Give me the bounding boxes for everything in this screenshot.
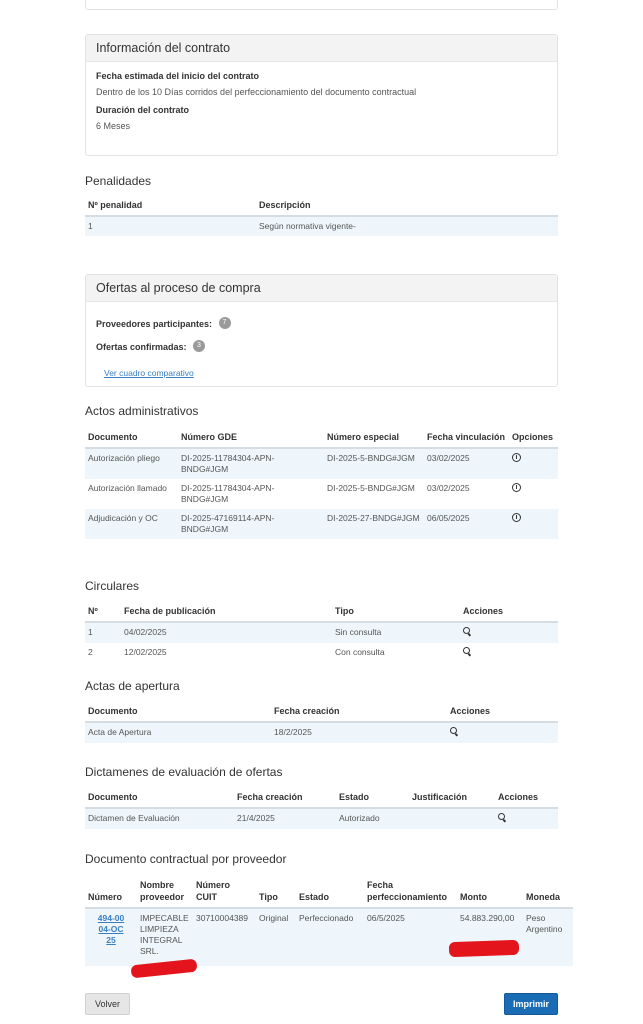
table-row xyxy=(85,722,558,743)
col-header: Descripción xyxy=(256,196,558,216)
col-header: Fecha creación xyxy=(234,788,336,808)
participants-row xyxy=(96,314,547,332)
cell: 54.883.290,00 xyxy=(457,908,523,966)
confirmed-label: Ofertas confirmadas: xyxy=(96,342,187,352)
actions-cell xyxy=(460,643,558,663)
col-header: Justificación xyxy=(409,788,495,808)
confirmed-row xyxy=(96,337,547,355)
actions-cell xyxy=(460,622,558,643)
cell: Peso Argentino xyxy=(523,908,573,966)
cell: DI-2025-27-BNDG#JGM xyxy=(324,509,424,539)
penalties-table xyxy=(85,196,558,236)
col-header: Fecha creación xyxy=(271,702,447,722)
duration-value: 6 Meses xyxy=(96,121,131,131)
cell: DI-2025-11784304-APN-BNDG#JGM xyxy=(178,448,324,479)
table-row xyxy=(85,643,558,663)
col-header: Monto xyxy=(457,876,523,908)
options-cell xyxy=(509,509,558,539)
table-row xyxy=(85,908,573,966)
col-header: Documento xyxy=(85,788,234,808)
col-header: Número especial xyxy=(324,428,424,448)
col-header: Estado xyxy=(296,876,364,908)
search-icon[interactable] xyxy=(463,627,472,636)
col-header: Número xyxy=(85,876,137,908)
col-header: Fecha de publicación xyxy=(121,602,332,622)
offers-panel xyxy=(85,274,558,387)
col-header: Acciones xyxy=(447,702,558,722)
actions-cell xyxy=(447,722,558,743)
options-cell xyxy=(509,479,558,509)
contract-doc-title: Documento contractual por proveedor xyxy=(85,852,287,866)
table-row xyxy=(85,509,558,539)
table-row xyxy=(85,448,558,479)
search-icon[interactable] xyxy=(498,813,507,822)
contract-info-title: Información del contrato xyxy=(86,35,557,62)
cell: 12/02/2025 xyxy=(121,643,332,663)
evaluations-title: Dictamenes de evaluación de ofertas xyxy=(85,765,283,779)
col-header: Nº xyxy=(85,602,121,622)
table-row xyxy=(85,216,558,236)
table-row xyxy=(85,808,558,829)
cell: DI-2025-5-BNDG#JGM xyxy=(324,479,424,509)
duration-label: Duración del contrato xyxy=(96,105,190,115)
cell: Dictamen de Evaluación xyxy=(85,808,234,829)
col-header: Opciones xyxy=(509,428,558,448)
cell: 06/05/2025 xyxy=(424,509,509,539)
cell: Autorización llamado xyxy=(85,479,178,509)
cell: Según normativa vigente- xyxy=(256,216,558,236)
col-header: Fecha perfeccionamiento xyxy=(364,876,457,908)
col-header: Número CUIT xyxy=(193,876,256,908)
doc-number-cell xyxy=(85,908,137,966)
col-header: Número GDE xyxy=(178,428,324,448)
start-date-label: Fecha estimada del inicio del contrato xyxy=(96,71,260,81)
cell: Acta de Apertura xyxy=(85,722,271,743)
admin-acts-title: Actos administrativos xyxy=(85,404,199,418)
cell: 03/02/2025 xyxy=(424,479,509,509)
col-header: Documento xyxy=(85,702,271,722)
participants-count-badge[interactable]: 7 xyxy=(219,317,231,329)
opening-acts-title: Actas de apertura xyxy=(85,679,180,693)
col-header: Nombre proveedor xyxy=(137,876,193,908)
col-header: Acciones xyxy=(495,788,558,808)
col-header: Tipo xyxy=(332,602,460,622)
penalties-section xyxy=(85,174,558,236)
circulars-table xyxy=(85,602,558,663)
col-header: Estado xyxy=(336,788,409,808)
start-date-value: Dentro de los 10 Días corridos del perfeccionamiento del documento contractual xyxy=(96,87,417,97)
print-button[interactable]: Imprimir xyxy=(504,993,558,1015)
doc-number-link[interactable]: 494-0004-OC25 xyxy=(97,913,125,945)
cell: Autorizado xyxy=(336,808,409,829)
confirmed-count-badge[interactable]: 3 xyxy=(193,340,205,352)
download-icon[interactable] xyxy=(512,513,521,522)
admin-acts-section xyxy=(85,404,558,539)
cell: Original xyxy=(256,908,296,966)
actions-cell xyxy=(495,808,558,829)
penalties-title: Penalidades xyxy=(85,174,152,188)
col-header: Documento xyxy=(85,428,178,448)
admin-acts-table xyxy=(85,428,558,539)
offers-title: Ofertas al proceso de compra xyxy=(86,275,557,302)
table-row xyxy=(85,622,558,643)
evaluations-table xyxy=(85,788,558,829)
cell xyxy=(409,808,495,829)
comparative-table-link[interactable]: Ver cuadro comparativo xyxy=(104,368,194,378)
participants-label: Proveedores participantes: xyxy=(96,319,213,329)
search-icon[interactable] xyxy=(450,727,459,736)
options-cell xyxy=(509,448,558,479)
cell: 06/5/2025 xyxy=(364,908,457,966)
cell: 2 xyxy=(85,643,121,663)
col-header: Nº penalidad xyxy=(85,196,256,216)
evaluations-section xyxy=(85,765,558,829)
cell: Sin consulta xyxy=(332,622,460,643)
col-header: Moneda xyxy=(523,876,573,908)
cell: 1 xyxy=(85,216,256,236)
cell: Autorización pliego xyxy=(85,448,178,479)
back-button[interactable]: Volver xyxy=(85,993,130,1015)
download-icon[interactable] xyxy=(512,483,521,492)
cell: 1 xyxy=(85,622,121,643)
cell: Con consulta xyxy=(332,643,460,663)
redaction-mark xyxy=(449,940,519,957)
opening-acts-table xyxy=(85,702,558,743)
cell: DI-2025-5-BNDG#JGM xyxy=(324,448,424,479)
cell: IMPECABLE LIMPIEZA INTEGRAL SRL. xyxy=(137,908,193,966)
cell: 04/02/2025 xyxy=(121,622,332,643)
opening-acts-section xyxy=(85,679,558,743)
cell: Adjudicación y OC xyxy=(85,509,178,539)
cell: 30710004389 xyxy=(193,908,256,966)
cell: 03/02/2025 xyxy=(424,448,509,479)
search-icon[interactable] xyxy=(463,647,472,656)
col-header: Acciones xyxy=(460,602,558,622)
circulars-section xyxy=(85,579,558,663)
circulars-title: Circulares xyxy=(85,579,140,593)
contract-info-panel xyxy=(85,34,558,156)
col-header: Tipo xyxy=(256,876,296,908)
cell: 21/4/2025 xyxy=(234,808,336,829)
cell: DI-2025-11784304-APN-BNDG#JGM xyxy=(178,479,324,509)
table-row xyxy=(85,479,558,509)
cell: DI-2025-47169114-APN-BNDG#JGM xyxy=(178,509,324,539)
col-header: Fecha vinculación xyxy=(424,428,509,448)
previous-panel xyxy=(85,0,558,10)
cell: 18/2/2025 xyxy=(271,722,447,743)
download-icon[interactable] xyxy=(512,453,521,462)
cell: Perfeccionado xyxy=(296,908,364,966)
